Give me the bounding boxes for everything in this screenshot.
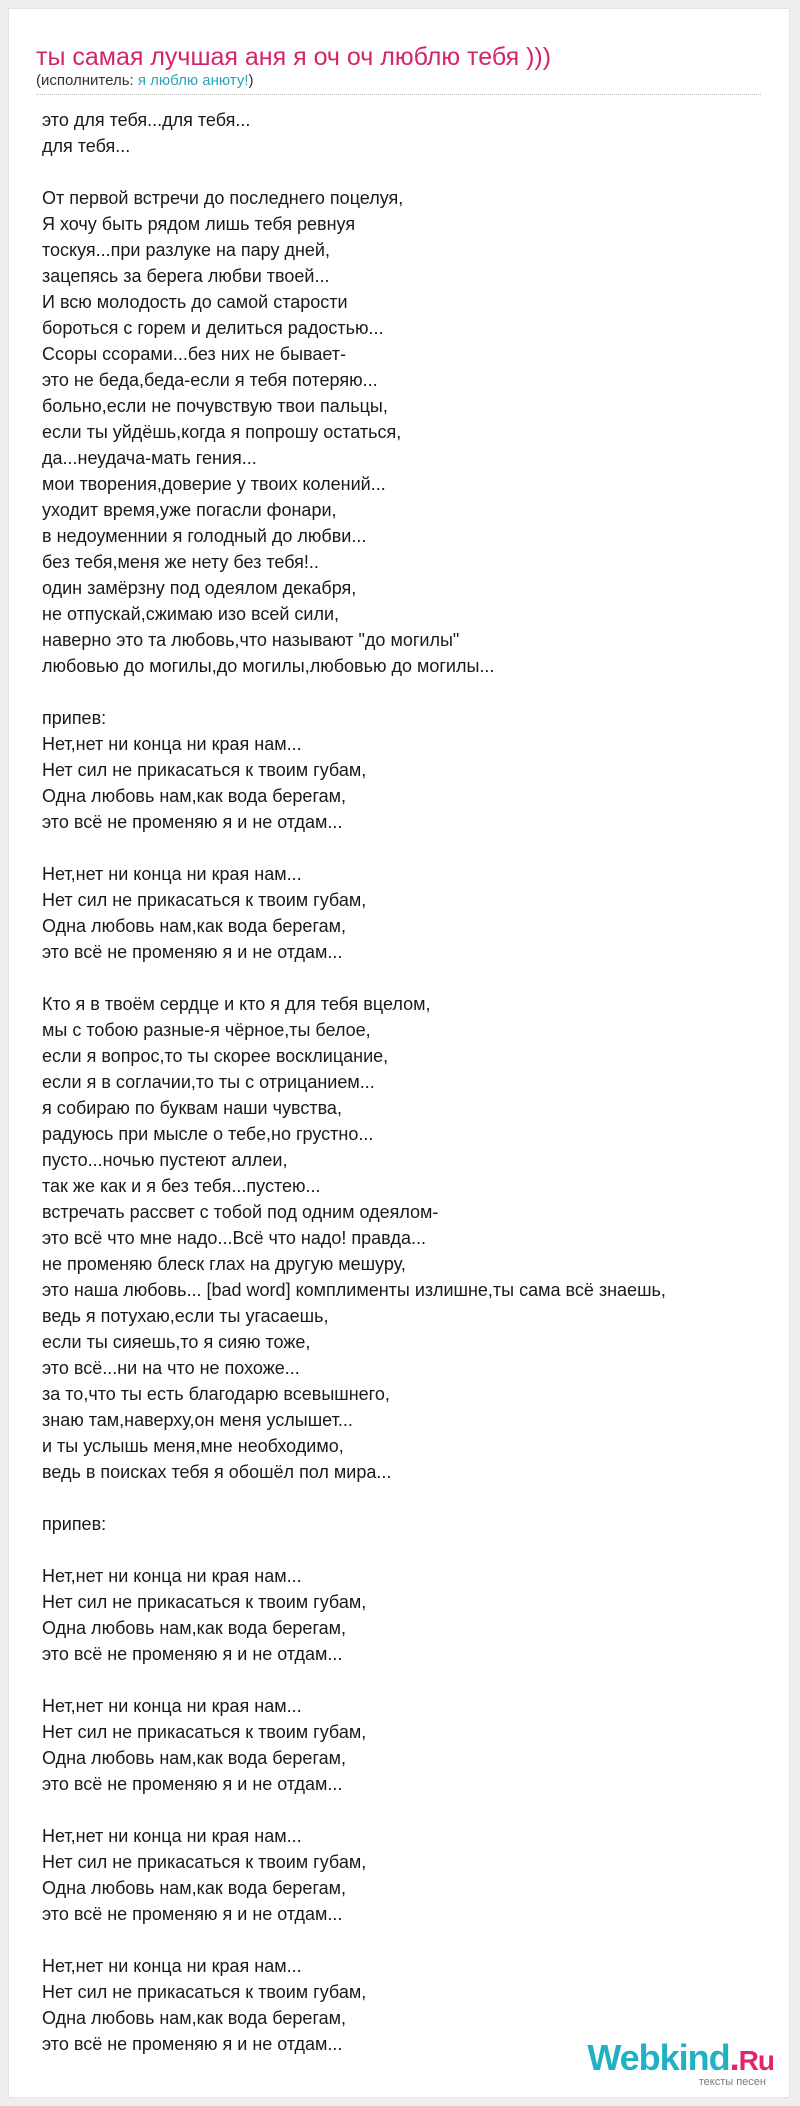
lyrics-line: если ты уйдёшь,когда я попрошу остаться, [42, 422, 402, 442]
lyrics-line: больно,если не почувствую твои пальцы, [42, 396, 388, 416]
lyrics-line: без тебя,меня же нету без тебя!.. [42, 552, 319, 572]
lyrics-line: Нет,нет ни конца ни края нам... [42, 1956, 302, 1976]
lyrics-line: один замёрзну под одеялом декабря, [42, 578, 357, 598]
lyrics-line: зацепясь за берега любви твоей... [42, 266, 330, 286]
lyrics-body [42, 107, 762, 2057]
logo-word: Webkind [587, 2037, 730, 2078]
lyrics-line: ведь я потухаю,если ты угасаешь, [42, 1306, 329, 1326]
lyrics-line: да...неудача-мать гения... [42, 448, 257, 468]
song-title: ты самая лучшая аня я оч оч люблю тебя ))) [36, 43, 552, 71]
lyrics-line: Нет сил не прикасаться к твоим губам, [42, 890, 367, 910]
lyrics-line: Одна любовь нам,как вода берегам, [42, 786, 346, 806]
lyrics-line: в недоуменнии я голодный до любви... [42, 526, 367, 546]
lyrics-line: Нет сил не прикасаться к твоим губам, [42, 1982, 367, 2002]
webkind-logo[interactable] [580, 2038, 780, 2088]
lyrics-line: это для тебя...для тебя... [42, 110, 251, 130]
lyrics-line: радуюсь при мысле о тебе,но грустно... [42, 1124, 374, 1144]
lyrics-line: это всё не променяю я и не отдам... [42, 2034, 343, 2054]
lyrics-line: Одна любовь нам,как вода берегам, [42, 916, 346, 936]
lyrics-line: Нет сил не прикасаться к твоим губам, [42, 1592, 367, 1612]
lyrics-line: Одна любовь нам,как вода берегам, [42, 1748, 346, 1768]
logo-dot: . [729, 2037, 739, 2078]
lyrics-line: встречать рассвет с тобой под одним одеялом- [42, 1202, 439, 1222]
lyrics-blank-line [42, 679, 762, 705]
lyrics-line: Нет,нет ни конца ни края нам... [42, 734, 302, 754]
lyrics-line: Нет сил не прикасаться к твоим губам, [42, 760, 367, 780]
lyrics-line: Нет,нет ни конца ни края нам... [42, 1566, 302, 1586]
artist-line [36, 72, 254, 90]
lyrics-line: Я хочу быть рядом лишь тебя ревнуя [42, 214, 356, 234]
lyrics-line: это всё не променяю я и не отдам... [42, 812, 343, 832]
lyrics-blank-line [42, 1485, 762, 1511]
lyrics-line: не променяю блеск глах на другую мешуру, [42, 1254, 406, 1274]
lyrics-line: припев: [42, 708, 107, 728]
lyrics-line: Нет сил не прикасаться к твоим губам, [42, 1852, 367, 1872]
lyrics-line: Одна любовь нам,как вода берегам, [42, 1878, 346, 1898]
logo-tagline: тексты песен [698, 2076, 766, 2088]
lyrics-line: Одна любовь нам,как вода берегам, [42, 2008, 346, 2028]
lyrics-line: для тебя... [42, 136, 131, 156]
lyrics-line: Нет,нет ни конца ни края нам... [42, 1696, 302, 1716]
lyrics-blank-line [42, 159, 762, 185]
lyrics-line: Кто я в твоём сердце и кто я для тебя вцелом, [42, 994, 431, 1014]
lyrics-line: это всё...ни на что не похоже... [42, 1358, 300, 1378]
lyrics-line: не отпускай,сжимаю изо всей сили, [42, 604, 340, 624]
logo-wordmark [587, 2038, 774, 2081]
lyrics-line: наверно это та любовь,что называют "до могилы" [42, 630, 460, 650]
lyrics-line: уходит время,уже погасли фонари, [42, 500, 337, 520]
lyrics-line: Ссоры ссорами...без них не бывает- [42, 344, 347, 364]
logo-tld: Ru [738, 2045, 774, 2076]
lyrics-line: если я в соглачии,то ты с отрицанием... [42, 1072, 375, 1092]
lyrics-line: мы с тобою разные-я чёрное,ты белое, [42, 1020, 371, 1040]
artist-prefix: (исполнитель: [36, 72, 138, 89]
lyrics-line: Одна любовь нам,как вода берегам, [42, 1618, 346, 1638]
lyrics-line: И всю молодость до самой старости [42, 292, 348, 312]
lyrics-line: Нет,нет ни конца ни края нам... [42, 1826, 302, 1846]
lyrics-line: это наша любовь... [bad word] комплименты излишне,ты сама всё знаешь, [42, 1280, 666, 1300]
lyrics-line: тоскуя...при разлуке на пару дней, [42, 240, 330, 260]
lyrics-line: ведь в поисках тебя я обошёл пол мира... [42, 1462, 392, 1482]
lyrics-line: бороться с горем и делиться радостью... [42, 318, 384, 338]
lyrics-line: это всё не променяю я и не отдам... [42, 1644, 343, 1664]
lyrics-line: и ты услышь меня,мне необходимо, [42, 1436, 344, 1456]
lyrics-blank-line [42, 1667, 762, 1693]
lyrics-line: знаю там,наверху,он меня услышет... [42, 1410, 353, 1430]
lyrics-line: это всё не променяю я и не отдам... [42, 1904, 343, 1924]
lyrics-line: так же как и я без тебя...пустею... [42, 1176, 321, 1196]
lyrics-line: любовью до могилы,до могилы,любовью до могилы... [42, 656, 495, 676]
lyrics-line: Нет,нет ни конца ни края нам... [42, 864, 302, 884]
artist-suffix: ) [248, 72, 254, 89]
lyrics-line: это всё что мне надо...Всё что надо! правда... [42, 1228, 427, 1248]
lyrics-line: я собираю по буквам наши чувства, [42, 1098, 342, 1118]
lyrics-line: за то,что ты есть благодарю всевышнего, [42, 1384, 390, 1404]
lyrics-line: это всё не променяю я и не отдам... [42, 942, 343, 962]
lyrics-line: если ты сияешь,то я сияю тоже, [42, 1332, 311, 1352]
title-divider [36, 94, 761, 95]
lyrics-line: пусто...ночью пустеют аллеи, [42, 1150, 288, 1170]
lyrics-blank-line [42, 1797, 762, 1823]
lyrics-blank-line [42, 965, 762, 991]
lyrics-blank-line [42, 1927, 762, 1953]
lyrics-line: мои творения,доверие у твоих колений... [42, 474, 386, 494]
lyrics-blank-line [42, 835, 762, 861]
artist-link[interactable]: я люблю анюту! [137, 72, 249, 89]
lyrics-line: От первой встречи до последнего поцелуя, [42, 188, 404, 208]
lyrics-line: Нет сил не прикасаться к твоим губам, [42, 1722, 367, 1742]
lyrics-line: если я вопрос,то ты скорее восклицание, [42, 1046, 389, 1066]
lyrics-line: это всё не променяю я и не отдам... [42, 1774, 343, 1794]
lyrics-blank-line [42, 1537, 762, 1563]
lyrics-line: это не беда,беда-если я тебя потеряю... [42, 370, 378, 390]
lyrics-line: припев: [42, 1514, 107, 1534]
